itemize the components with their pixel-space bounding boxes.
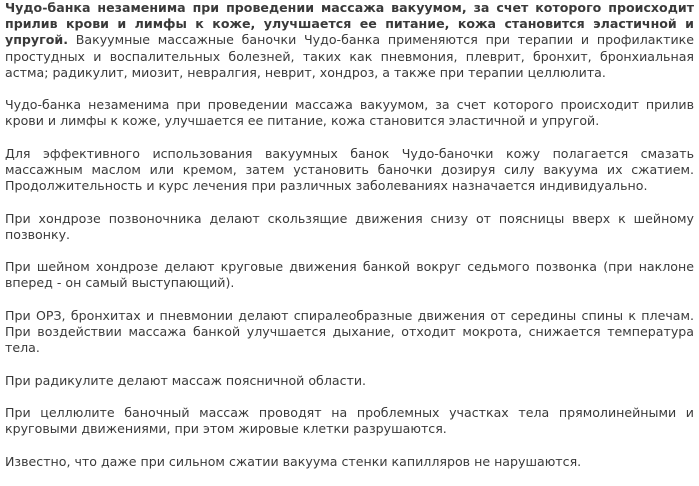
paragraph-usage: Для эффективного использования вакуумных банок Чудо-баночки кожу полагается смазать массажным маслом или кремом, затем установить баночки дозируя силу вакуума их сжатием. Продолжительность и курс лечения при различных заболеваниях назначается индивидуально.	[5, 145, 694, 194]
paragraph-capillaries: Известно, что даже при сильном сжатии вакуума стенки капилляров не нарушаются.	[5, 453, 582, 469]
paragraph-spine-chondrosis: При хондрозе позвоночника делают скользящие движения снизу от поясницы вверх к шейному позвонку.	[5, 210, 694, 242]
paragraph-respiratory: При ОРЗ, бронхитах и пневмонии делают спиралеобразные движения от середины спины к плечам. При воздействии массажа банкой улучшается дыхание, отходит мокрота, снижается температура тела.	[5, 307, 694, 356]
paragraph-neck-chondrosis: При шейном хондрозе делают круговые движения банкой вокруг седьмого позвонка (при наклоне вперед - он самый выступающий).	[5, 259, 694, 291]
paragraph-intro	[5, 0, 694, 81]
paragraph-cellulite: При целлюлите баночный массаж проводят на проблемных участках тела прямолинейными и круговыми движениями, при этом жировые клетки разрушаются.	[5, 404, 694, 437]
intro-bold-lead: Чудо-банка незаменима при проведении массажа вакуумом, за счет которого происходит прилив крови и лимфы к коже, улучшается ее питание, кожа становится эластичной и упругой.	[5, 0, 694, 48]
article-body	[5, 0, 694, 486]
paragraph-vacuum-massage: Чудо-банка незаменима при проведении массажа вакуумом, за счет которого происходит прилив крови и лимфы к коже, улучшается ее питание, кожа становится эластичной и упругой.	[5, 97, 694, 129]
paragraph-radiculitis: При радикулите делают массаж поясничной области.	[5, 372, 367, 388]
intro-text: Вакуумные массажные баночки Чудо-банка применяются при терапии и профилактике простудных и воспалительных болезней, таких как пневмония, плеврит, бронхит, бронхиальная астма; радикулит, миозит, невралгия, неврит, хондроз, а также при терапии целлюлита.	[5, 32, 694, 80]
